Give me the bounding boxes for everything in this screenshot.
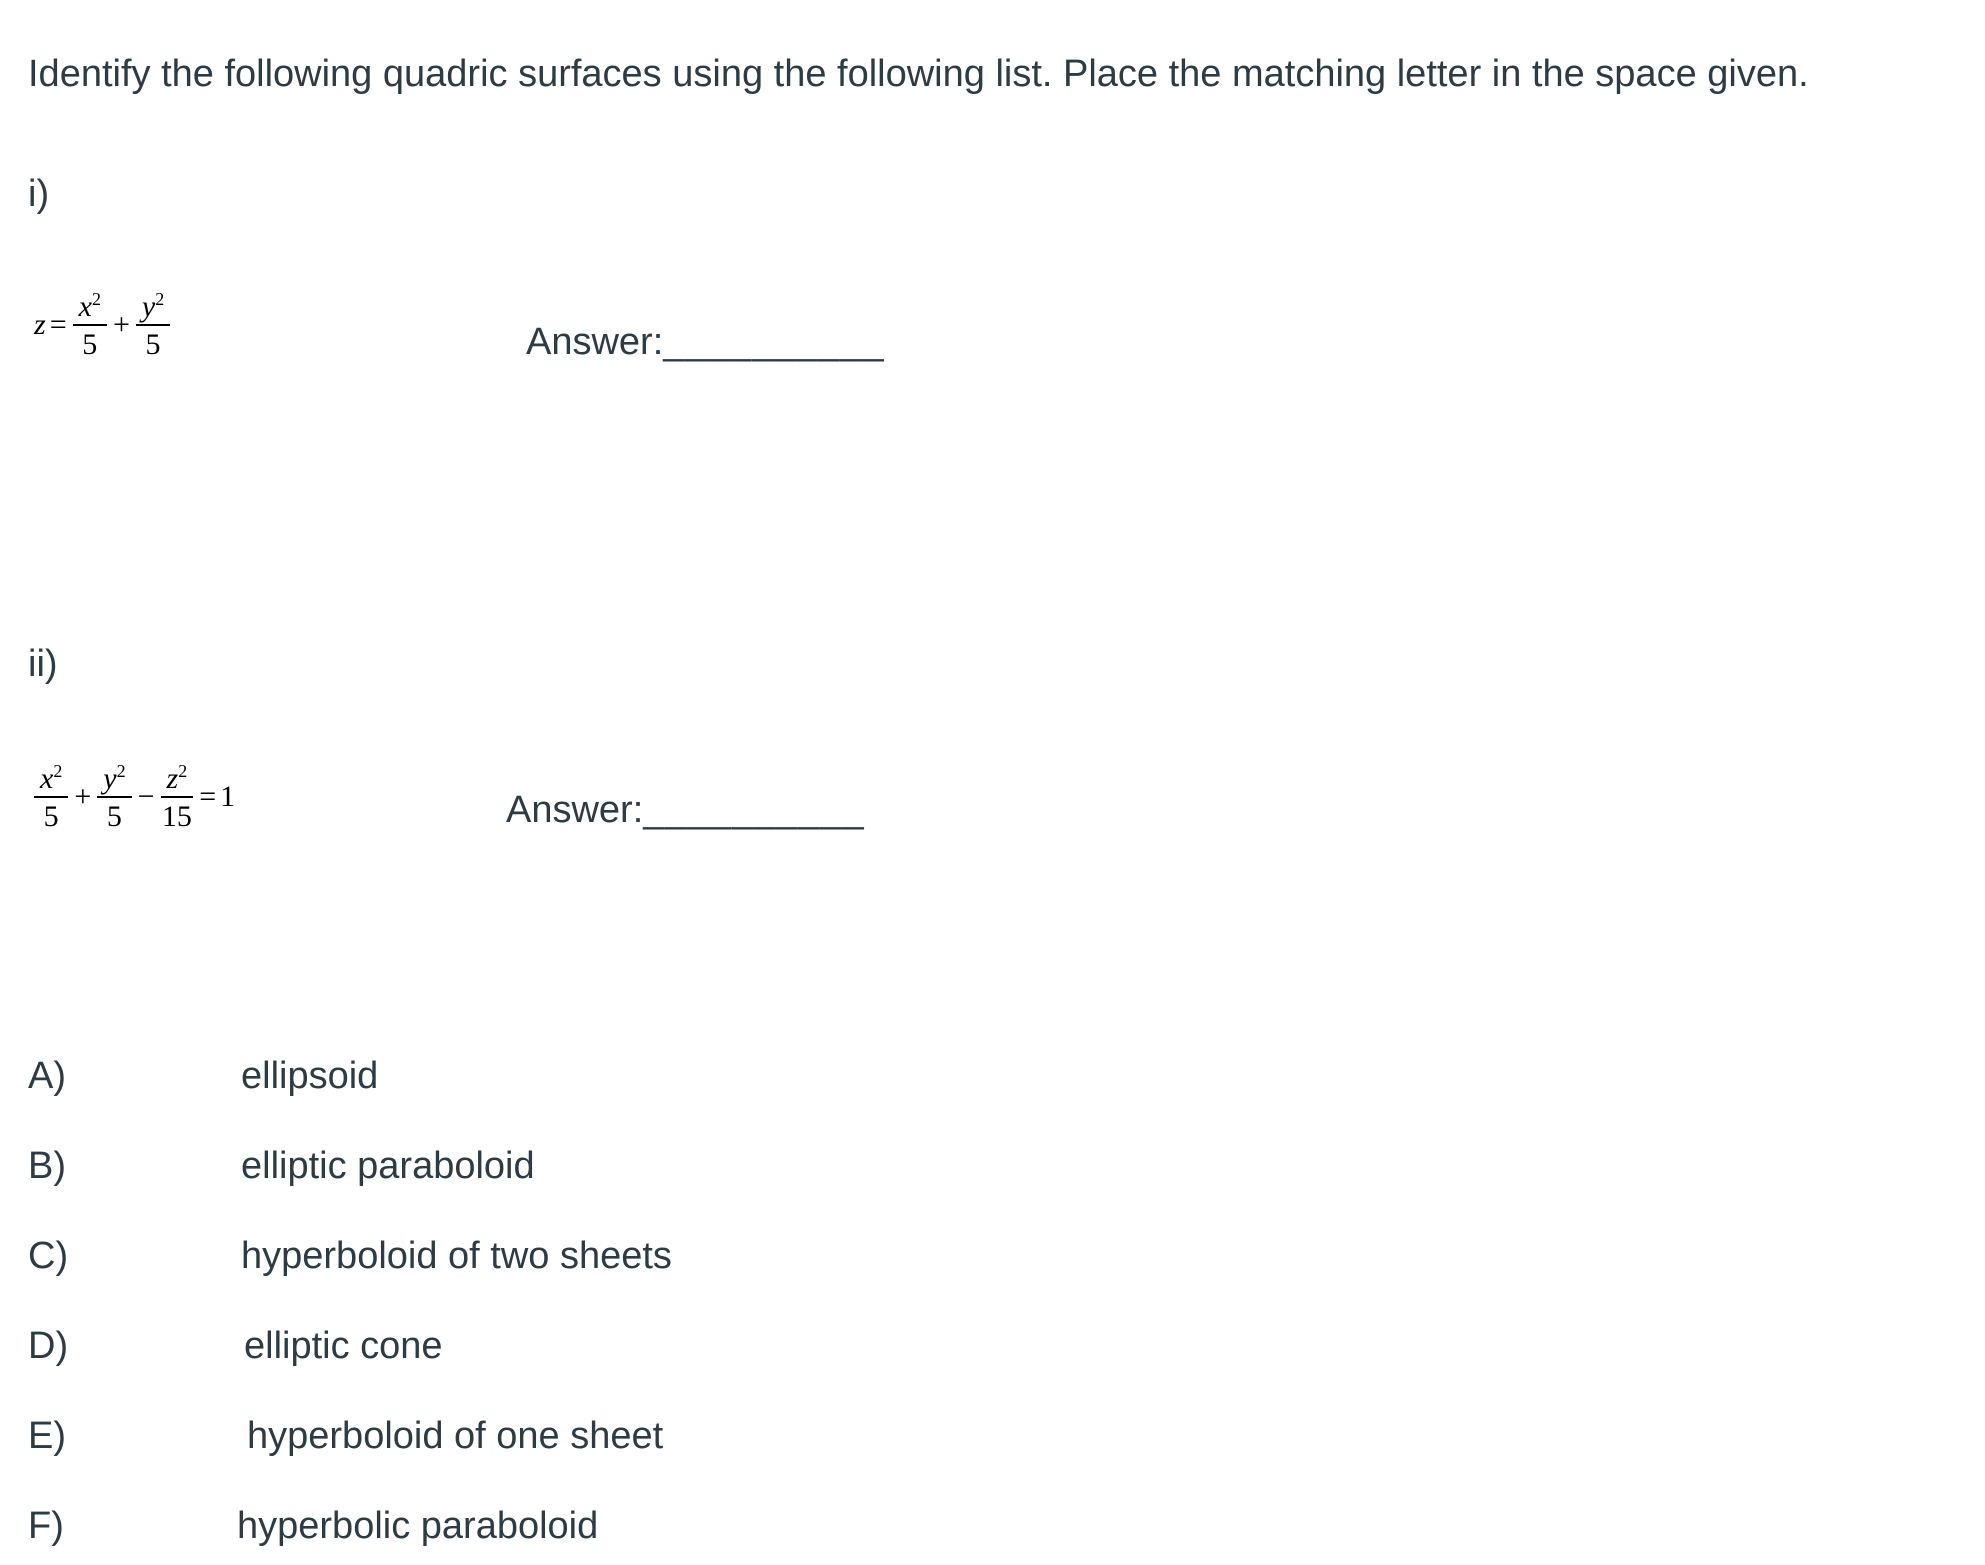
choice-c-text: hyperboloid of two sheets xyxy=(241,1235,672,1277)
eq1-f1-exp: 2 xyxy=(91,289,101,309)
question-2-answer-label: Answer: xyxy=(506,789,644,831)
eq1-lhs: z xyxy=(34,308,46,341)
choice-a-text: ellipsoid xyxy=(241,1055,379,1097)
question-1-label: i) xyxy=(28,173,50,215)
choice-a-letter: A) xyxy=(28,1055,66,1097)
eq1-fraction-2 xyxy=(136,290,170,360)
eq2-f1-den: 5 xyxy=(43,800,59,833)
eq1-f2-exp: 2 xyxy=(155,289,165,309)
eq2-rhs: 1 xyxy=(220,780,236,813)
question-1-answer[interactable] xyxy=(526,320,885,366)
eq1-f2-num: y xyxy=(141,290,156,323)
question-2-equation xyxy=(32,762,235,832)
eq2-f1-exp: 2 xyxy=(53,761,63,781)
question-2-label: ii) xyxy=(28,643,58,685)
eq1-fraction-1 xyxy=(73,290,107,360)
eq1-f1-den: 5 xyxy=(82,328,98,361)
eq2-minus: − xyxy=(137,780,155,813)
eq2-f3-den: 15 xyxy=(161,800,192,833)
instructions-text: Identify the following quadric surfaces using the following list. Place the matching letter in the space given. xyxy=(28,53,1809,95)
eq1-f2-den: 5 xyxy=(145,328,161,361)
eq2-fraction-2 xyxy=(97,762,131,832)
eq2-f1-num: x xyxy=(40,762,54,795)
eq1-plus: + xyxy=(112,308,130,341)
question-2-answer-blank[interactable]: __________ xyxy=(643,789,865,831)
eq2-f2-exp: 2 xyxy=(116,761,126,781)
choice-b-letter: B) xyxy=(28,1145,66,1187)
question-2-answer[interactable] xyxy=(506,788,865,834)
choice-e-text: hyperboloid of one sheet xyxy=(247,1415,664,1457)
choice-d-letter: D) xyxy=(28,1325,69,1367)
eq2-fraction-1 xyxy=(34,762,68,832)
choice-d-text: elliptic cone xyxy=(244,1325,443,1367)
question-1-answer-blank[interactable]: __________ xyxy=(663,321,885,363)
eq2-plus: + xyxy=(74,780,92,813)
eq2-f3-exp: 2 xyxy=(178,761,188,781)
eq1-equals: = xyxy=(49,308,67,341)
question-1-equation xyxy=(34,290,172,360)
choice-f-text: hyperbolic paraboloid xyxy=(237,1505,599,1547)
eq2-f3-num: z xyxy=(166,762,179,795)
eq2-fraction-3 xyxy=(161,762,194,832)
eq1-f1-num: x xyxy=(78,290,92,323)
choice-e-letter: E) xyxy=(28,1415,66,1457)
question-1-answer-label: Answer: xyxy=(526,321,664,363)
choice-b-text: elliptic paraboloid xyxy=(241,1145,535,1187)
eq2-f2-num: y xyxy=(103,762,117,795)
choice-c-letter: C) xyxy=(28,1235,69,1277)
eq2-equals: = xyxy=(199,780,217,813)
eq2-f2-den: 5 xyxy=(106,800,122,833)
choice-f-letter: F) xyxy=(28,1505,64,1547)
